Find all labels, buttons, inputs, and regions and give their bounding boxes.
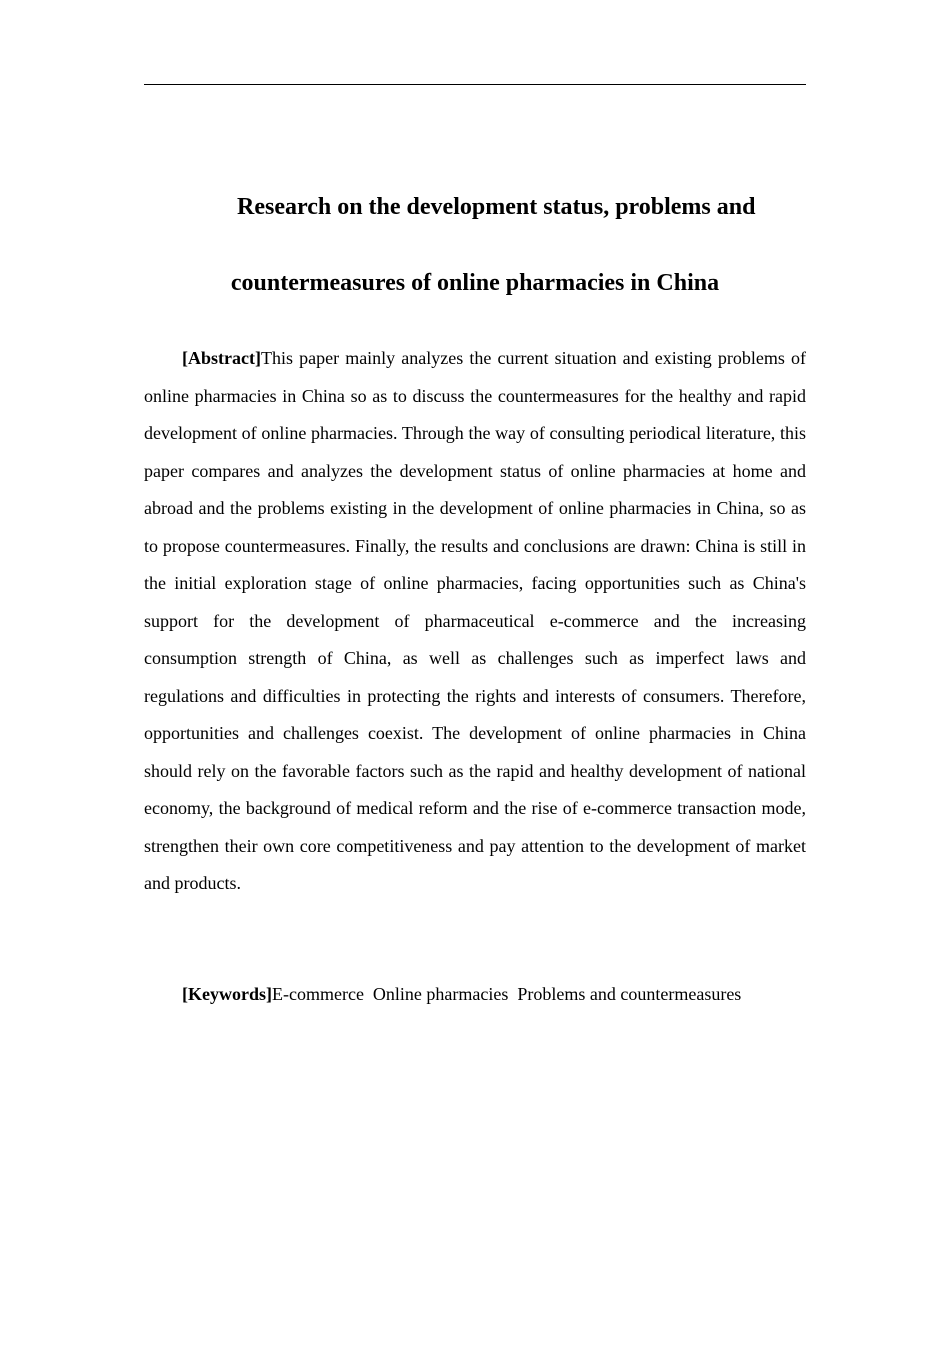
paper-title-line-2: countermeasures of online pharmacies in China: [230, 270, 720, 296]
paper-title-line-1: Research on the development status, problems and: [237, 194, 756, 220]
abstract-text: This paper mainly analyzes the current situation and existing problems of online pharmacies in China so as to discuss the countermeasures for the healthy and rapid development of online pharmacies. Through the way of consulting periodical literature, this paper compares and analyzes the development status of online pharmacies at home and abroad and the problems existing in the development of online pharmacies in China, so as to propose countermeasures. Finally, the results and conclusions are drawn: China is still in the initial exploration stage of online pharmacies, facing opportunities such as China's support for the development of pharmaceutical e-commerce and the increasing consumption strength of China, as well as challenges such as imperfect laws and regulations and difficulties in protecting the rights and interests of consumers. Therefore, opportunities and challenges coexist. The development of online pharmacies in China should rely on the favorable factors such as the rapid and healthy development of national economy, the background of medical reform and the rise of e-commerce transaction mode, strengthen their own core competitiveness and pay attention to the development of market and products.: [144, 348, 806, 893]
keywords-text: E-commerce Online pharmacies Problems and countermeasures: [271, 984, 742, 1004]
abstract-paragraph: [144, 340, 806, 903]
keywords-paragraph: [182, 976, 741, 1014]
header-rule: [144, 84, 806, 85]
keywords-label: [Keywords]: [182, 984, 272, 1004]
abstract-label: [Abstract]: [182, 348, 261, 368]
